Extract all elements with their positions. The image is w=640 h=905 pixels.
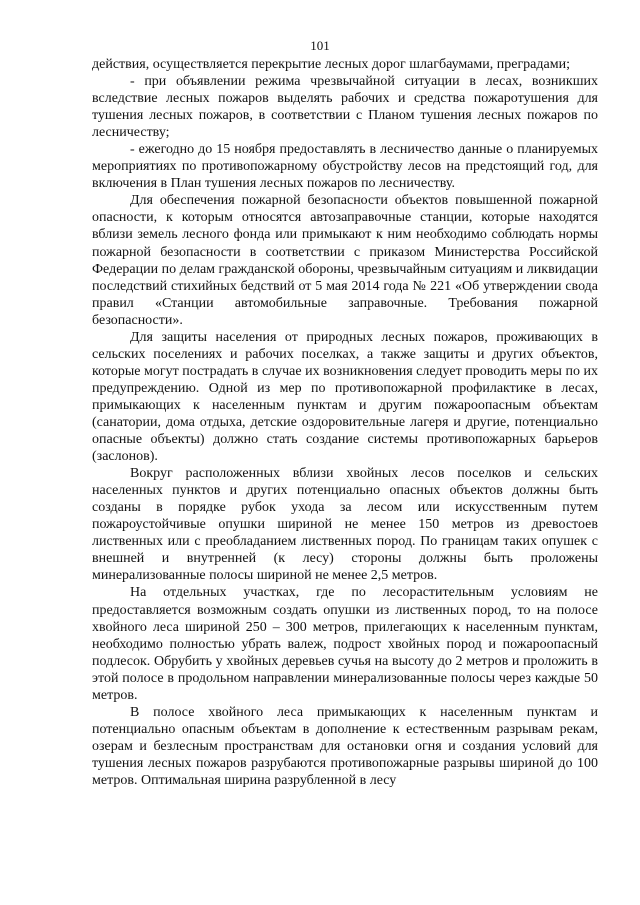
paragraph-firebreaks: В полосе хвойного леса примыкающих к населенным пунктам и потенциально опасным объектам в дополнение к естественным разрывам рекам, озерам и безлесным пространствам для остановки огня и создания условий для тушения лесных пожаров разрубаются противопожарные разрывы шириной до 100 метров. Оптимальная ширина разрубленной в лесу [92, 704, 598, 788]
paragraph-population-protection: Для защиты населения от природных лесных пожаров, проживающих в сельских поселениях и рабочих поселках, а также защиты и других объектов, которые могут пострадать в случае их возникновения следует проводить меры по их предупреждению. Одной из мер по противопожарной профилактике в лесах, примыкающих к населенным пунктам и другим пожароопасным объектам (санатории, дома отдыха, детские оздоровительные лагеря и другие, потенциально опасные объекты) должно стать создание системы противопожарных барьеров (заслонов). [92, 329, 598, 465]
paragraph-coniferous-strip: На отдельных участках, где по лесорастительным условиям не предоставляется возможным создать опушки из лиственных пород, то на полосе хвойного леса шириной 250 – 300 метров, прилегающих к населенным пунктам, необходимо полностью убрать валеж, подрост хвойных пород и пожароопасный подлесок. Обрубить у хвойных деревьев сучья на высоту до 2 метров и проложить в этой полосе в продольном направлении минерализованные полосы через каждые 50 метров. [92, 585, 598, 703]
paragraph-list-item-emergency: - при объявлении режима чрезвычайной ситуации в лесах, возникших вследствие лесных пожаров выделять рабочих и средства пожаротушения для тушения лесных пожаров, в соответствии с Планом тушения лесных пожаров по лесничеству; [92, 74, 598, 141]
body-text [92, 56, 598, 789]
page-number: 101 [310, 38, 330, 53]
paragraph-list-item-annual-report: - ежегодно до 15 ноября предоставлять в лесничество данные о планируемых мероприятиях по противопожарному обустройству лесов на предстоящий год, для включения в План тушения лесных пожаров по лесничеству. [92, 142, 598, 192]
paragraph-continuation: действия, осуществляется перекрытие лесных дорог шлагбаумами, преградами; [92, 57, 570, 72]
paragraph-fire-edges: Вокруг расположенных вблизи хвойных лесов поселков и сельских населенных пунктов и других потенциально опасных объектов должны быть созданы в порядке рубок ухода за лесом или искусственным путем пожароустойчивые опушки шириной не менее 150 метров из древостоев лиственных или с преобладанием лиственных пород. По границам таких опушек с внешней и внутренней (к лесу) стороны должны быть проложены минерализованные полосы шириной не менее 2,5 метров. [92, 466, 598, 584]
paragraph-fuel-stations: Для обеспечения пожарной безопасности объектов повышенной пожарной опасности, к которым относятся автозаправочные станции, которые находятся вблизи земель лесного фонда или примыкают к ним необходимо соблюдать нормы пожарной безопасности в соответствии с приказом Министерства Российской Федерации по делам гражданской обороны, чрезвычайным ситуациям и ликвидации последствий стихийных бедствий от 5 мая 2014 года № 221 «Об утверждении свода правил «Станции автомобильные заправочные. Требования пожарной безопасности». [92, 193, 598, 328]
